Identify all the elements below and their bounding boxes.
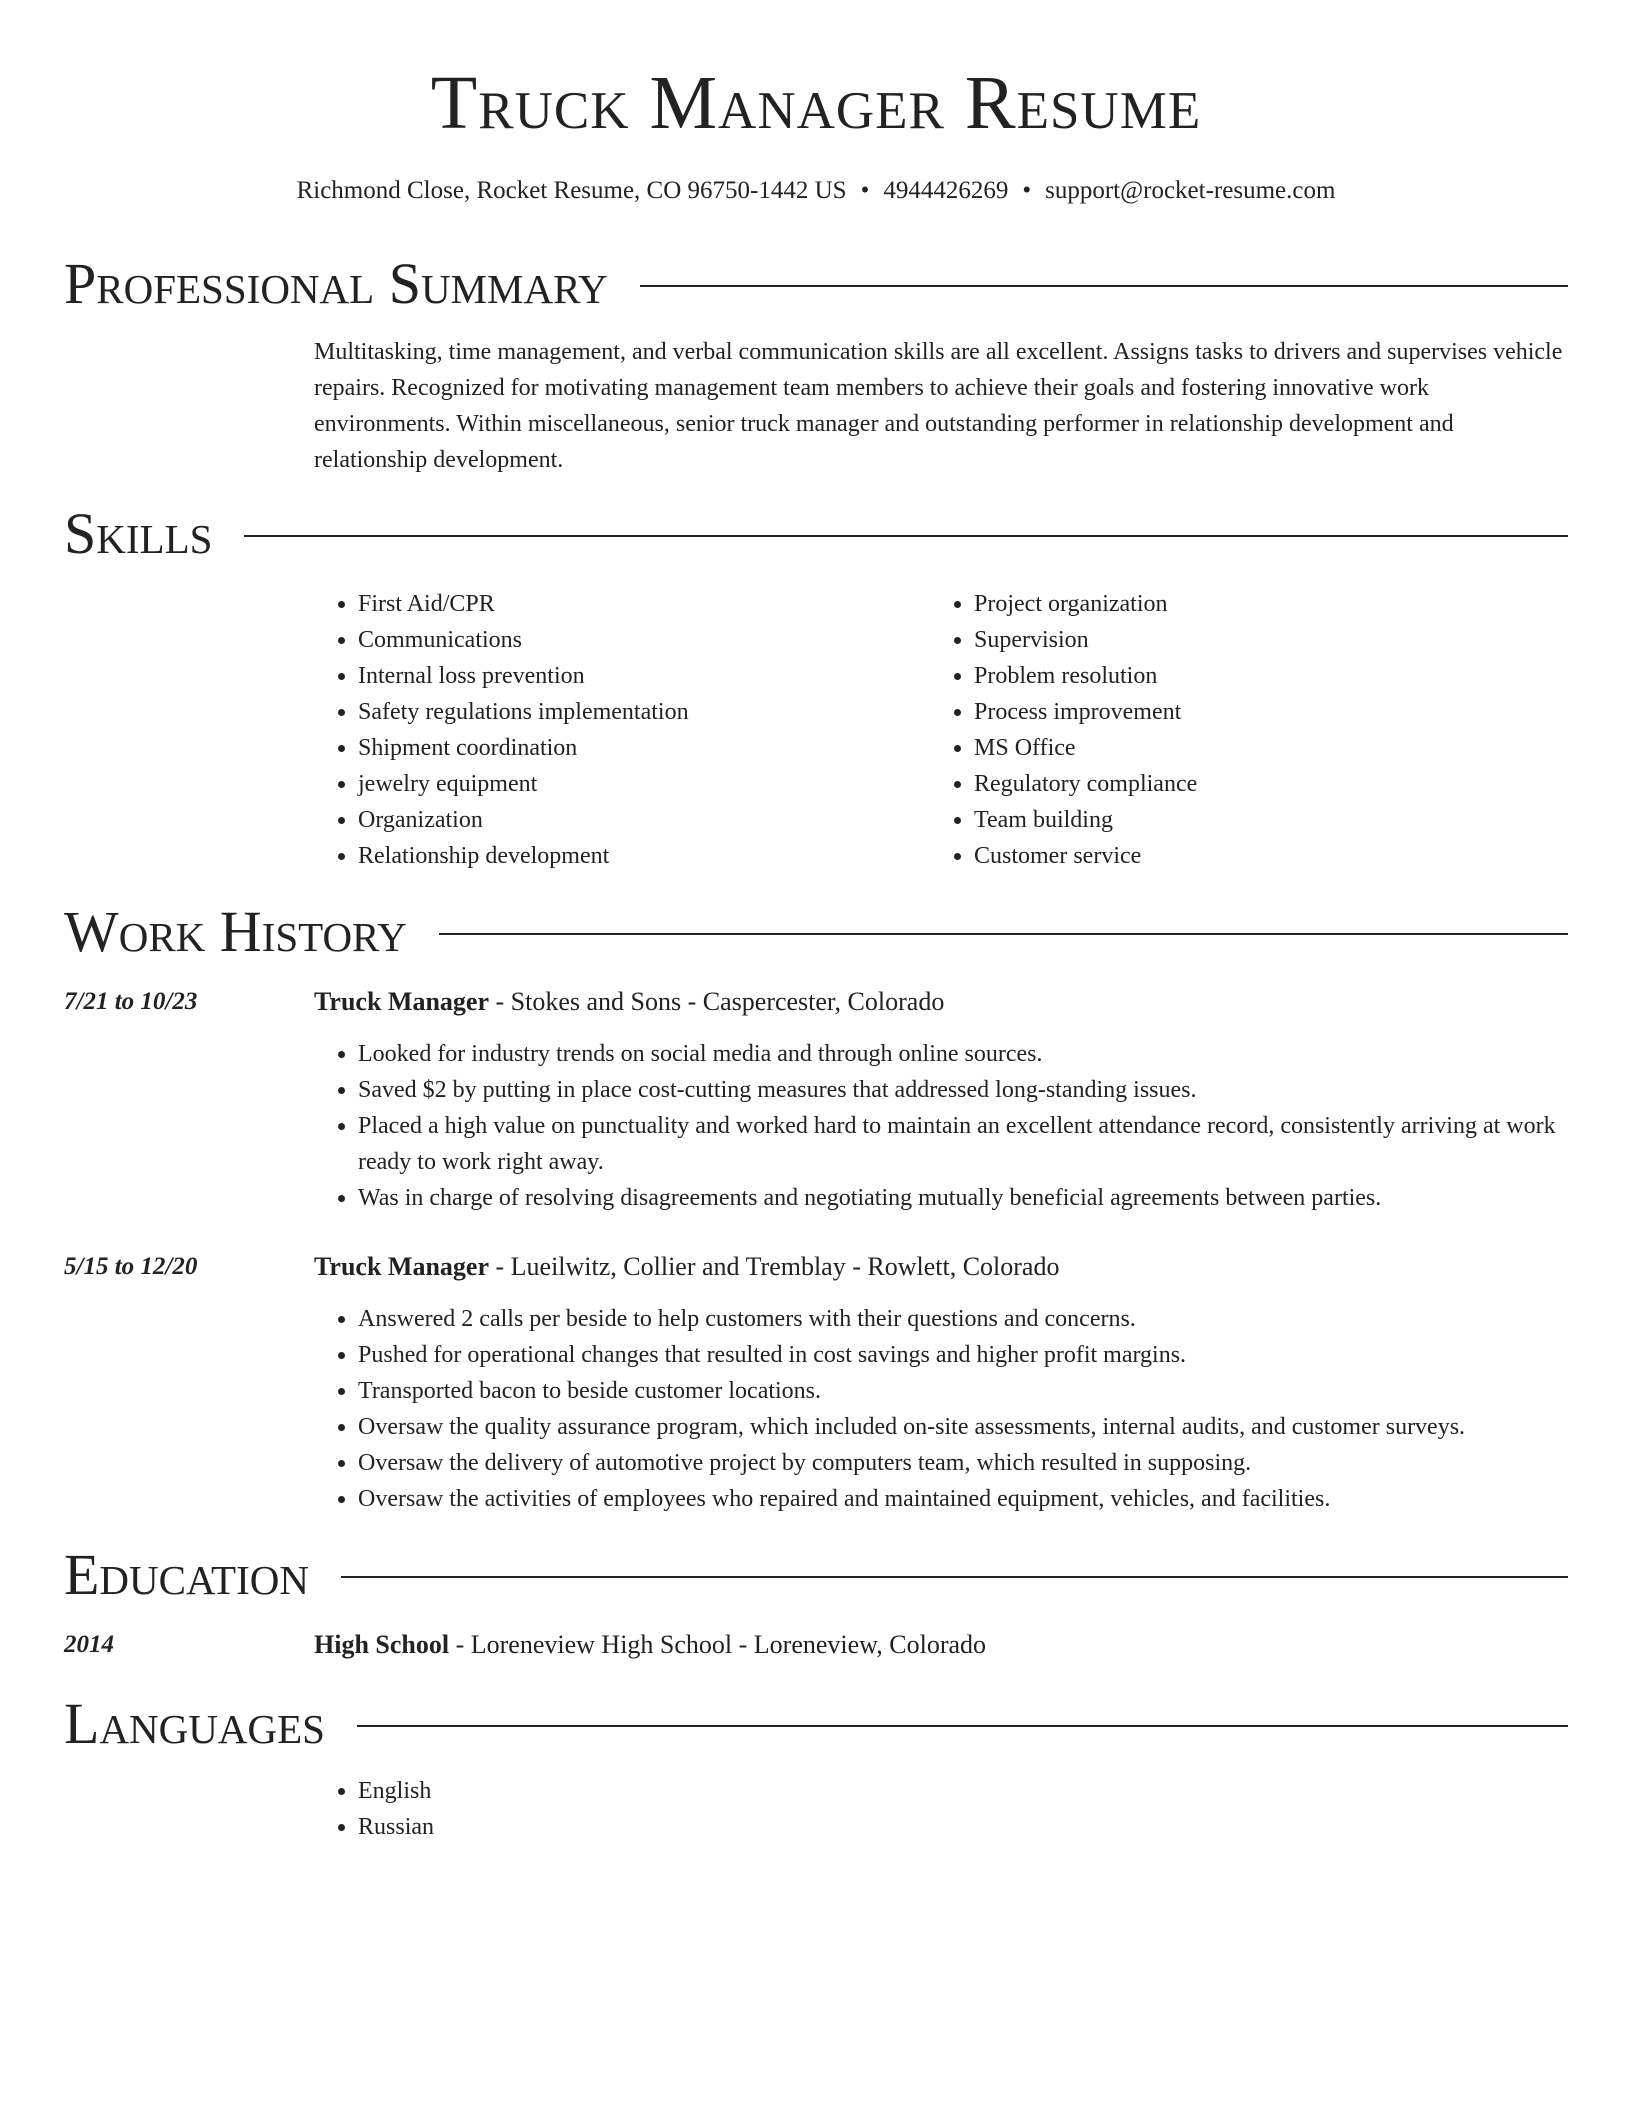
skill-item: • Process improvement (974, 694, 1546, 730)
section-divider (357, 1725, 1568, 1727)
skill-item: • Team building (974, 802, 1546, 838)
job-bullet: • Looked for industry trends on social media and through online sources. (358, 1036, 1568, 1072)
summary-heading: Professional Summary (64, 251, 608, 316)
section-divider (341, 1576, 1568, 1578)
education-section-header (64, 1543, 1568, 1607)
language-item: • English (358, 1773, 1568, 1809)
education-details: - Loreneview High School - Loreneview, Colorado (449, 1630, 987, 1659)
skill-item: • Regulatory compliance (974, 766, 1546, 802)
languages-heading: Languages (64, 1691, 325, 1756)
job-heading (314, 1249, 1568, 1285)
job-bullet: • Placed a high value on punctuality and worked hard to maintain an excellent attendance record, consistently arriving at work ready to work right away. (358, 1108, 1568, 1180)
education-entry (314, 1627, 1568, 1663)
job-heading (314, 984, 1568, 1020)
job-details: - Stokes and Sons - Caspercester, Colorado (489, 987, 945, 1016)
job-bullet: • Saved $2 by putting in place cost-cutting measures that addressed long-standing issues. (358, 1072, 1568, 1108)
education-heading: Education (64, 1542, 309, 1607)
skill-item: • Relationship development (358, 838, 930, 874)
skills-column-right (930, 586, 1546, 874)
contact-line (64, 174, 1568, 208)
education-degree: High School (314, 1630, 450, 1659)
resume-title: Truck Manager Resume (430, 61, 1202, 145)
skill-item: • Safety regulations implementation (358, 694, 930, 730)
skill-item: • Internal loss prevention (358, 658, 930, 694)
summary-text: Multitasking, time management, and verbal communication skills are all excellent. Assigns tasks to drivers and supervises vehicle repairs. Recognized for motivating management team members to achieve their goals and fostering innovative work environments. Within miscellaneous, senior truck manager and outstanding performer in relationship development and relationship development. (314, 339, 1563, 473)
skill-item: • Project organization (974, 586, 1546, 622)
languages-section-header (64, 1692, 1568, 1756)
section-divider (439, 933, 1568, 935)
skill-item: • Customer service (974, 838, 1546, 874)
job-entry (314, 1249, 1568, 1517)
skill-item: • Problem resolution (974, 658, 1546, 694)
skill-item: • Supervision (974, 622, 1546, 658)
summary-section-header (64, 252, 1568, 316)
skills-heading: Skills (64, 501, 213, 566)
skill-item: • Shipment coordination (358, 730, 930, 766)
job-bullet: • Answered 2 calls per beside to help customers with their questions and concerns. (358, 1301, 1568, 1337)
skill-item: • MS Office (974, 730, 1546, 766)
work-heading: Work History (64, 899, 407, 964)
languages-block (314, 1773, 1568, 1845)
contact-email: support@rocket-resume.com (1045, 177, 1336, 204)
education-heading-line (314, 1627, 1568, 1663)
skill-item: • First Aid/CPR (358, 586, 930, 622)
contact-phone: 4944426269 (883, 177, 1009, 204)
skills-block (314, 586, 1568, 874)
skill-item: • Communications (358, 622, 930, 658)
job-bullet: • Transported bacon to beside customer locations. (358, 1373, 1568, 1409)
job-dates: 7/21 to 10/23 (64, 988, 198, 1015)
education-year: 2014 (64, 1631, 114, 1658)
contact-separator: • (1022, 177, 1032, 204)
job-entry (314, 984, 1568, 1216)
job-title: Truck Manager (314, 987, 489, 1016)
summary-block (314, 334, 1568, 478)
skills-column-left (314, 586, 930, 874)
contact-separator: • (860, 177, 870, 204)
section-divider (640, 285, 1568, 287)
skills-section-header (64, 502, 1568, 566)
skill-item: • jewelry equipment (358, 766, 930, 802)
work-section-header (64, 900, 1568, 964)
job-bullet: • Pushed for operational changes that resulted in cost savings and higher profit margins. (358, 1337, 1568, 1373)
job-bullet: • Oversaw the delivery of automotive project by computers team, which resulted in supposing. (358, 1445, 1568, 1481)
job-bullet: • Was in charge of resolving disagreements and negotiating mutually beneficial agreements between parties. (358, 1180, 1568, 1216)
skill-item: • Organization (358, 802, 930, 838)
job-details: - Lueilwitz, Collier and Tremblay - Rowlett, Colorado (489, 1252, 1060, 1281)
job-dates: 5/15 to 12/20 (64, 1253, 198, 1280)
job-title: Truck Manager (314, 1252, 489, 1281)
section-divider (244, 535, 1568, 537)
job-bullet: • Oversaw the quality assurance program, which included on-site assessments, internal audits, and customer surveys. (358, 1409, 1568, 1445)
contact-address: Richmond Close, Rocket Resume, CO 96750-1442 US (296, 177, 847, 204)
job-bullet: • Oversaw the activities of employees who repaired and maintained equipment, vehicles, and facilities. (358, 1481, 1568, 1517)
language-item: • Russian (358, 1809, 1568, 1845)
